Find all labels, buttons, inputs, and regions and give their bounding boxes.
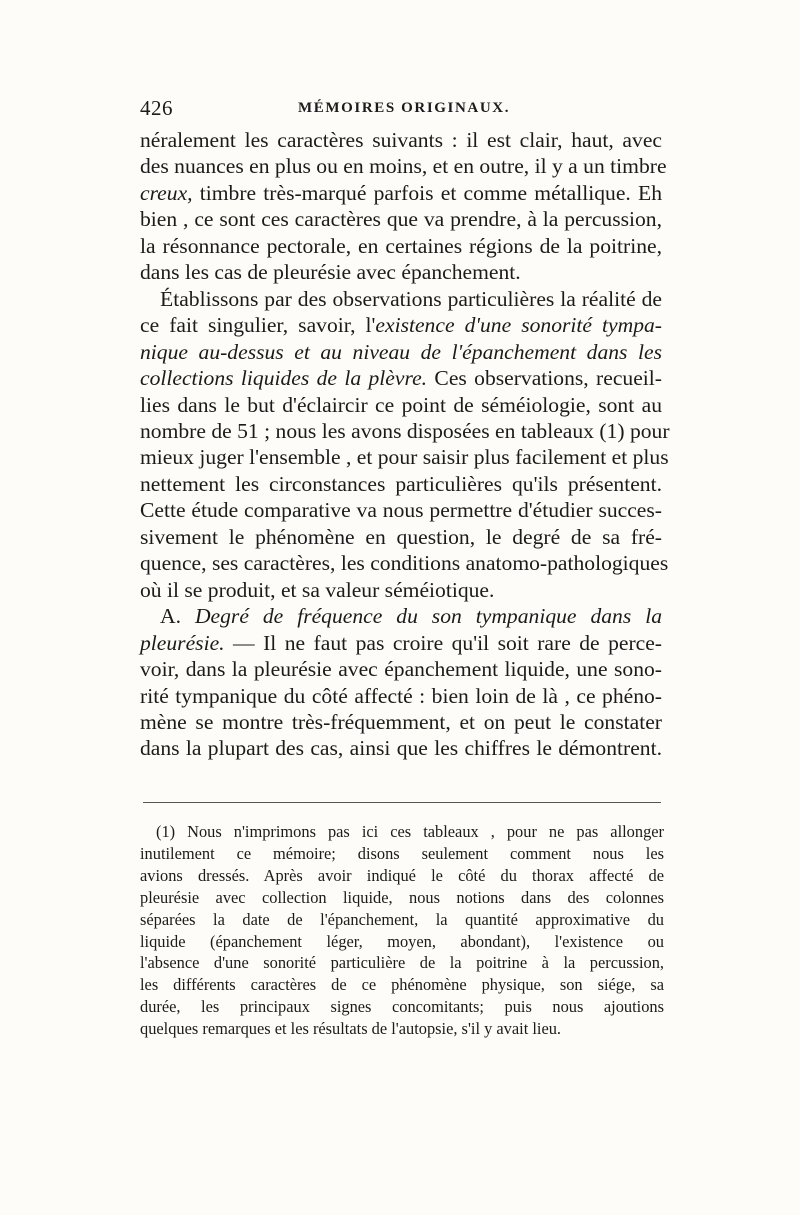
body-line: bien , ce sont ces caractères que va prendre, à la percussion,	[140, 207, 662, 232]
page-number: 426	[140, 96, 173, 120]
body-line	[140, 630, 662, 656]
section-heading: Degré de fréquence du son tympanique dans la	[194, 604, 662, 629]
footnote-divider	[143, 802, 661, 803]
body-line: lies dans le but d'éclaircir ce point de séméiologie, sont au	[140, 392, 662, 417]
roman-text: timbre très-marqué parfois et comme métallique. Eh	[192, 180, 662, 205]
body-line	[140, 180, 662, 206]
body-line: dans la plupart des cas, ainsi que les chiffres le démontrent.	[140, 736, 662, 761]
body-line: néralement les caractères suivants : il est clair, haut, avec	[140, 128, 662, 152]
section-heading: pleurésie.	[140, 630, 225, 655]
footnote-line: séparées la date de l'épanchement, la quantité approximative du	[140, 909, 664, 929]
footnote-line: (1) Nous n'imprimons pas ici ces tableaux , pour ne pas allonger	[156, 822, 664, 841]
body-line: où il se produit, et sa valeur séméiotique.	[140, 577, 495, 602]
body-text	[140, 127, 670, 762]
footnote-line: inutilement ce mémoire; disons seulement comment nous les	[140, 843, 664, 863]
roman-text: ce fait singulier, savoir, l'	[140, 313, 376, 338]
body-line: mène se montre très-fréquemment, et on peut le constater	[140, 709, 662, 734]
footnote-line: liquide (épanchement léger, moyen, abondant), l'existence ou	[140, 931, 664, 951]
body-line: Cette étude comparative va nous permettre d'étudier succes-	[140, 498, 662, 523]
body-line: nique au-dessus et au niveau de l'épanchement dans les	[140, 339, 662, 364]
body-line	[140, 312, 662, 338]
paragraph-start-line	[140, 603, 662, 629]
body-line	[140, 365, 662, 391]
paragraph-start-line: Établissons par des observations particulières la réalité de	[160, 286, 662, 311]
footnote-line: pleurésie avec collection liquide, nous notions dans des colonnes	[140, 887, 664, 907]
footnote-line: durée, les principaux signes concomitants; puis nous ajoutions	[140, 997, 664, 1017]
italic-text: creux,	[140, 180, 193, 205]
roman-text: Ces observations, recueil-	[427, 366, 662, 391]
body-line: rité tympanique du côté affecté : bien loin de là , ce phéno-	[140, 683, 662, 708]
roman-text: — Il ne faut pas croire qu'il soit rare de perce-	[224, 630, 662, 655]
italic-text: existence d'une sonorité tympa-	[375, 313, 662, 338]
footnote-line: avions dressés. Après avoir indiqué le côté du thorax affecté de	[140, 865, 664, 885]
running-head: MÉMOIRES ORIGINAUX.	[298, 100, 511, 116]
footnote	[140, 821, 664, 1040]
body-line: quence, ses caractères, les conditions anatomo-pathologiques	[140, 551, 669, 576]
body-line: la résonnance pectorale, en certaines régions de la poitrine,	[140, 233, 662, 258]
footnote-line: l'absence d'une sonorité particulière de la poitrine à la percussion,	[140, 953, 664, 973]
section-letter: A.	[160, 604, 195, 629]
footnote-line: les différents caractères de ce phénomène physique, son siége, sa	[140, 975, 664, 995]
body-line: mieux juger l'ensemble , et pour saisir plus facilement et plus	[140, 445, 669, 470]
body-line: dans les cas de pleurésie avec épanchement.	[140, 260, 521, 285]
body-line: des nuances en plus ou en moins, et en outre, il y a un timbre	[140, 154, 667, 179]
body-line: nettement les circonstances particulières qu'ils présentent.	[140, 471, 662, 496]
footnote-line: quelques remarques et les résultats de l'autopsie, s'il y avait lieu.	[140, 1019, 562, 1039]
body-line: sivement le phénomène en question, le degré de sa fré-	[140, 524, 662, 549]
body-line: nombre de 51 ; nous les avons disposées en tableaux (1) pour	[140, 418, 670, 443]
italic-text: collections liquides de la plèvre.	[140, 366, 428, 391]
body-line: voir, dans la pleurésie avec épanchement liquide, une sono-	[140, 657, 662, 682]
